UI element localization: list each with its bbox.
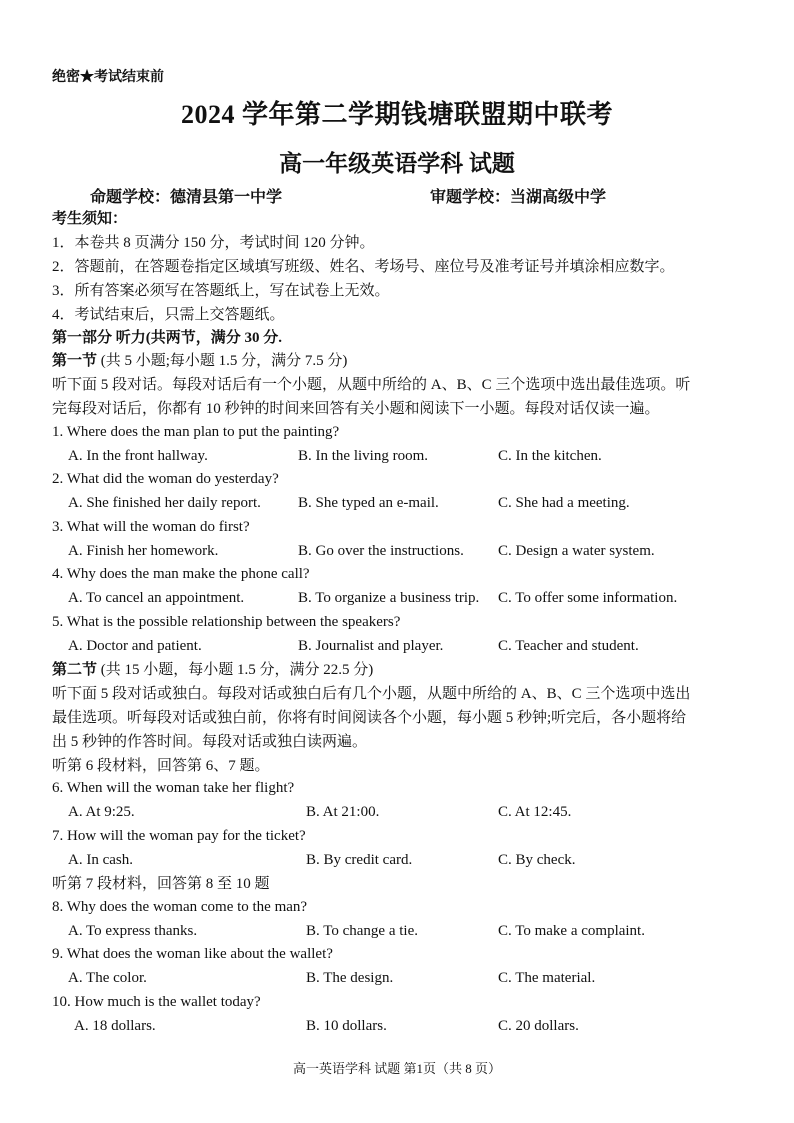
option-b: B. Go over the instructions.	[298, 543, 464, 559]
exam-title: 2024 学年第二学期钱塘联盟期中联考	[180, 100, 613, 129]
option-b: B. To change a tie.	[306, 923, 418, 939]
option-b: B. At 21:00.	[306, 804, 380, 820]
option-a: A. The color.	[68, 970, 147, 986]
option-c: C. The material.	[498, 970, 596, 986]
notice-heading: 考生须知：	[52, 211, 128, 227]
section2-scoring: (共 15 小题，每小题 1.5 分，满分 22.5 分)	[97, 662, 374, 678]
section1-label: 第一节	[52, 353, 98, 369]
confidential-label: 绝密★考试结束前	[52, 70, 164, 85]
question-9: 9. What does the woman like about the wallet?	[52, 946, 333, 962]
option-c: C. 20 dollars.	[498, 1018, 579, 1034]
option-a: A. 18 dollars.	[74, 1018, 156, 1034]
question-8: 8. Why does the woman come to the man?	[52, 899, 308, 915]
option-c: C. To offer some information.	[498, 590, 678, 606]
question-1: 1. Where does the man plan to put the painting?	[52, 424, 340, 440]
option-b: B. The design.	[306, 970, 394, 986]
question-6: 6. When will the woman take her flight?	[52, 780, 295, 796]
section2-label: 第二节	[52, 662, 98, 678]
option-b: B. In the living room.	[298, 448, 428, 464]
option-c: C. Design a water system.	[498, 543, 655, 559]
section1-scoring: (共 5 小题;每小题 1.5 分，满分 7.5 分)	[97, 353, 348, 369]
option-a: A. She finished her daily report.	[68, 495, 261, 511]
reviewer-school: 审题学校：当湖高级中学	[430, 189, 607, 206]
option-a: A. In cash.	[68, 852, 133, 868]
setter-school: 命题学校：德清县第一中学	[90, 189, 283, 206]
option-c: C. By check.	[498, 852, 576, 868]
option-c: C. Teacher and student.	[498, 638, 639, 654]
question-10: 10. How much is the wallet today?	[52, 994, 261, 1010]
material-6-note: 听第 6 段材料，回答第 6、7 题。	[52, 758, 270, 774]
option-b: B. To organize a business trip.	[298, 590, 480, 606]
material-7-note: 听第 7 段材料，回答第 8 至 10 题	[52, 876, 270, 892]
option-a: A. In the front hallway.	[68, 448, 208, 464]
option-a: A. To express thanks.	[68, 923, 198, 939]
section2-heading	[52, 661, 373, 679]
option-b: B. 10 dollars.	[306, 1018, 387, 1034]
option-b: B. By credit card.	[306, 852, 413, 868]
option-a: A. Finish her homework.	[68, 543, 219, 559]
question-4: 4. Why does the man make the phone call?	[52, 566, 310, 582]
page-footer: 高一英语学科 试题 第1页（共 8 页）	[292, 1061, 501, 1076]
part1-heading: 第一部分 听力(共两节，满分 30 分.	[52, 330, 282, 346]
notice-item: 2．答题前，在答题卷指定区域填写班级、姓名、考场号、座位号及准考证号并填涂相应数字。	[52, 259, 675, 275]
option-c: C. To make a complaint.	[498, 923, 645, 939]
option-a: A. Doctor and patient.	[68, 638, 202, 654]
notice-item: 3．所有答案必须写在答题纸上，写在试卷上无效。	[52, 283, 390, 299]
section1-instruction: 听下面 5 段对话。每段对话后有一个小题，从题中所给的 A、B、C 三个选项中选出最佳选项。听	[52, 377, 691, 393]
option-b: B. Journalist and player.	[298, 638, 444, 654]
section1-instruction: 完每段对话后，你都有 10 秒钟的时间来回答有关小题和阅读下一小题。每段对话仅读一遍。	[52, 401, 660, 417]
option-c: C. At 12:45.	[498, 804, 572, 820]
section2-instruction: 最佳选项。听每段对话或独白前，你将有时间阅读各个小题，每小题 5 秒钟;听完后，各小题将给	[52, 710, 687, 726]
option-c: C. In the kitchen.	[498, 448, 602, 464]
option-b: B. She typed an e-mail.	[298, 495, 439, 511]
option-a: A. To cancel an appointment.	[68, 590, 245, 606]
section2-instruction: 出 5 秒钟的作答时间。每段对话或独白读两遍。	[52, 734, 368, 750]
notice-item: 1．本卷共 8 页满分 150 分，考试时间 120 分钟。	[52, 235, 375, 251]
question-7: 7. How will the woman pay for the ticket?	[52, 828, 306, 844]
question-3: 3. What will the woman do first?	[52, 519, 250, 535]
option-c: C. She had a meeting.	[498, 495, 630, 511]
section2-instruction: 听下面 5 段对话或独白。每段对话或独白后有几个小题，从题中所给的 A、B、C 三个选项中选出	[52, 686, 691, 702]
question-2: 2. What did the woman do yesterday?	[52, 471, 279, 487]
option-a: A. At 9:25.	[68, 804, 135, 820]
notice-item: 4．考试结束后，只需上交答题纸。	[52, 307, 285, 323]
section1-heading	[52, 352, 347, 370]
exam-subtitle: 高一年级英语学科 试题	[279, 151, 515, 176]
question-5: 5. What is the possible relationship between the speakers?	[52, 614, 401, 630]
